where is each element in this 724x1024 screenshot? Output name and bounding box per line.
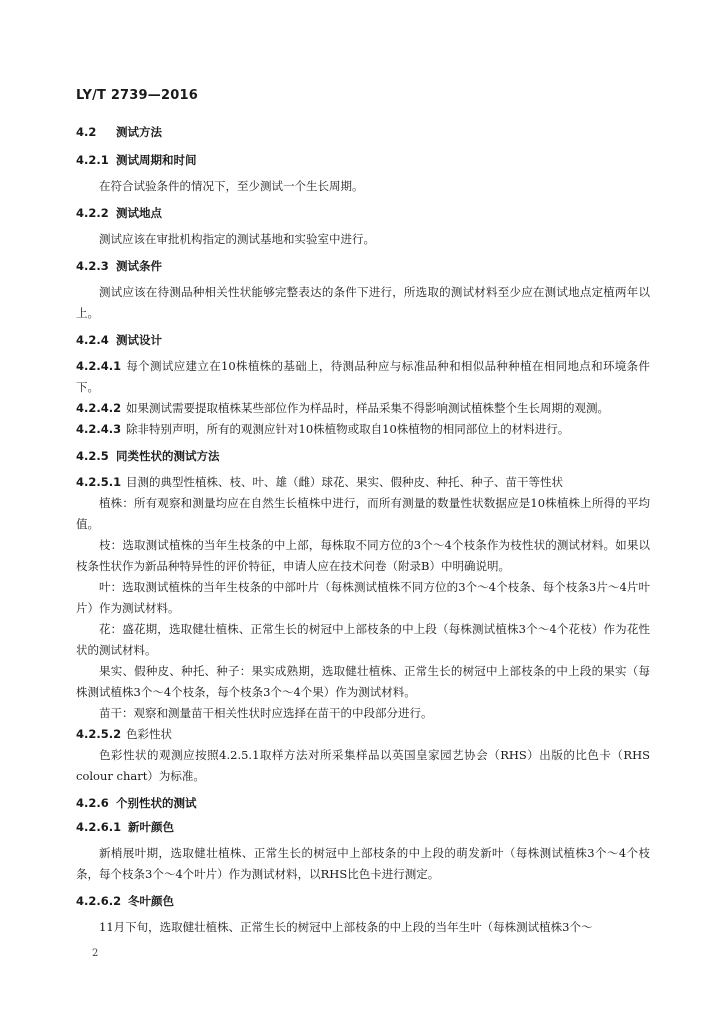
section-title: 个别性状的测试 xyxy=(116,796,197,810)
section-4-2-heading xyxy=(76,124,650,140)
page-number: 2 xyxy=(92,948,99,959)
section-number: 4.2.6 xyxy=(76,796,109,810)
item-number: 4.2.5.1 xyxy=(76,475,122,489)
section-4-2-6-2-text: 11月下旬，选取健壮植株、正常生长的树冠中上部枝条的中上段的当年生叶（每株测试植株3个～ xyxy=(99,920,593,934)
section-4-2-3-text: 测试应该在待测品种相关性状能够完整表达的条件下进行，所选取的测试材料至少应在测试地点定植两年以上。 xyxy=(76,285,650,320)
item-text: 除非特别声明，所有的观测应针对10株植物或取自10株植物的相同部位上的材料进行。 xyxy=(126,422,570,436)
section-number: 4.2.6.2 xyxy=(76,894,122,908)
standard-code: LY/T 2739—2016 xyxy=(76,88,198,103)
item-text: 色彩性状 xyxy=(126,727,172,741)
item-text: 目测的典型性植株、枝、叶、雄（雌）球花、果实、假种皮、种托、种子、苗干等性状 xyxy=(126,475,563,489)
para-flower: 花：盛花期，选取健壮植株、正常生长的树冠中上部枝条的中上段（每株测试植株3个～4个花枝）作为花性状的测试材料。 xyxy=(76,622,650,657)
section-4-2-4-heading xyxy=(76,332,650,348)
para-branch: 枝：选取测试植株的当年生枝条的中上部，每株取不同方位的3个～4个枝条作为枝性状的测试材料。如果以枝条性状作为新品种特异性的评价特征，申请人应在技术问卷（附录B）中明确说明。 xyxy=(76,538,650,573)
section-number: 4.2.2 xyxy=(76,206,109,220)
section-title: 测试周期和时间 xyxy=(116,153,197,167)
section-title: 测试方法 xyxy=(116,125,162,139)
section-4-2-3-heading xyxy=(76,258,650,274)
item-number: 4.2.5.2 xyxy=(76,727,122,741)
item-number: 4.2.4.1 xyxy=(76,359,122,373)
section-4-2-2-heading xyxy=(76,205,650,221)
para-seedling: 苗干：观察和测量苗干相关性状时应选择在苗干的中段部分进行。 xyxy=(99,706,433,720)
para-fruit: 果实、假种皮、种托、种子：果实成熟期，选取健壮植株、正常生长的树冠中上部枝条的中上段的果实（每株测试植株3个～4个枝条，每个枝条3个～4个果）作为测试材料。 xyxy=(76,664,650,699)
section-title: 新叶颜色 xyxy=(128,820,174,834)
section-4-2-6-1-text: 新梢展叶期，选取健壮植株、正常生长的树冠中上部枝条的中上段的萌发新叶（每株测试植株3个～4个枝条，每个枝条3个～4个叶片）作为测试材料，以RHS比色卡进行测定。 xyxy=(76,846,650,881)
section-title: 冬叶颜色 xyxy=(128,894,174,908)
item-4-2-4-1 xyxy=(76,356,650,398)
section-4-2-5-heading xyxy=(76,448,650,464)
section-4-2-6-1-heading xyxy=(76,819,650,835)
section-number: 4.2.4 xyxy=(76,333,109,347)
section-4-2-2-text: 测试应该在审批机构指定的测试基地和实验室中进行。 xyxy=(99,232,375,246)
item-4-2-5-1 xyxy=(76,472,650,493)
item-text: 每个测试应建立在10株植株的基础上，待测品种应与标准品种和相似品种种植在相同地点和环境条件下。 xyxy=(76,359,650,394)
para-leaf: 叶：选取测试植株的当年生枝条的中部叶片（每株测试植株不同方位的3个～4个枝条、每个枝条3片～4片叶片）作为测试材料。 xyxy=(76,580,650,615)
item-text: 如果测试需要提取植株某些部位作为样品时，样品采集不得影响测试植株整个生长周期的观测。 xyxy=(126,401,609,415)
item-4-2-4-2 xyxy=(76,398,650,419)
section-title: 测试条件 xyxy=(116,259,162,273)
section-4-2-6-2-heading xyxy=(76,893,650,909)
para-color: 色彩性状的观测应按照4.2.5.1取样方法对所采集样品以英国皇家园艺协会（RHS）出版的比色卡（RHS colour chart）为标准。 xyxy=(76,748,650,783)
section-number: 4.2 xyxy=(76,125,97,139)
item-number: 4.2.4.3 xyxy=(76,422,122,436)
section-number: 4.2.3 xyxy=(76,259,109,273)
section-number: 4.2.1 xyxy=(76,153,109,167)
para-plant: 植株：所有观察和测量均应在自然生长植株中进行，而所有测量的数量性状数据应是10株植株上所得的平均值。 xyxy=(76,496,650,531)
item-4-2-4-3 xyxy=(76,419,650,440)
section-title: 测试设计 xyxy=(116,333,162,347)
document-body xyxy=(76,124,650,938)
section-number: 4.2.5 xyxy=(76,449,109,463)
section-4-2-6-heading xyxy=(76,795,650,811)
section-title: 同类性状的测试方法 xyxy=(116,449,220,463)
section-title: 测试地点 xyxy=(116,206,162,220)
section-4-2-1-heading xyxy=(76,152,650,168)
item-number: 4.2.4.2 xyxy=(76,401,122,415)
item-4-2-5-2 xyxy=(76,724,650,745)
section-4-2-1-text: 在符合试验条件的情况下，至少测试一个生长周期。 xyxy=(99,179,364,193)
section-number: 4.2.6.1 xyxy=(76,820,122,834)
